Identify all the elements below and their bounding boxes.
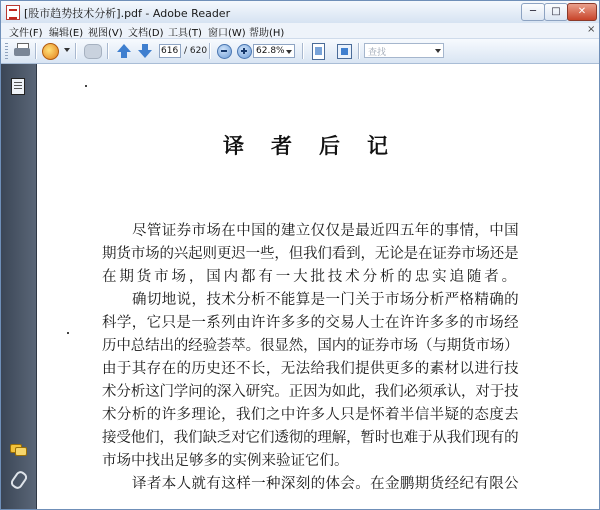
search-dropdown-icon[interactable] (435, 49, 441, 53)
toolbar (1, 39, 599, 64)
toolbar-separator (358, 43, 360, 59)
toolbar-separator (35, 43, 37, 59)
minimize-button[interactable] (521, 3, 545, 21)
scan-speck (85, 85, 87, 87)
menu-document[interactable]: 文档(D) (128, 28, 164, 39)
maximize-icon: □ (551, 6, 561, 17)
menu-file[interactable]: 文件(F) (9, 28, 43, 39)
full-screen-icon[interactable] (335, 42, 353, 60)
arrow-down-icon[interactable] (136, 42, 154, 60)
menu-edit[interactable]: 编辑(E) (49, 28, 84, 39)
zoom-dropdown-icon[interactable] (286, 50, 292, 54)
zoom-out-icon[interactable] (215, 42, 233, 60)
text-line: 历中总结出的经验荟萃。很显然，国内的证券市场（与期货市场） (102, 338, 519, 354)
maximize-button[interactable] (544, 3, 568, 21)
document-viewport[interactable] (37, 64, 599, 509)
navigation-sidebar (1, 64, 37, 509)
text-line: 术分析这门学问的深入研究。正因为如此，我们必须承认，对于技 (102, 384, 519, 400)
share-icon[interactable] (41, 42, 59, 60)
text-line: 接受他们，我们缺乏对它们透彻的理解，暂时也难于从我们现有的 (102, 430, 519, 446)
zoom-value: 62.8% (256, 46, 285, 56)
menu-window[interactable]: 窗口(W) (208, 28, 246, 39)
fit-page-icon[interactable] (309, 42, 327, 60)
page-number-input[interactable] (159, 44, 181, 58)
pdf-app-icon (6, 5, 20, 20)
close-button[interactable] (567, 3, 597, 21)
close-icon: ✕ (577, 6, 587, 17)
menu-bar (1, 23, 599, 39)
page-heading: 译者后记 (223, 133, 415, 158)
pages-icon[interactable] (11, 78, 25, 95)
printer-icon[interactable] (13, 42, 31, 60)
menu-tools[interactable]: 工具(T) (168, 28, 202, 39)
text-line: 科学，它只是一系列由许许多多的交易人士在许许多多的市场经 (102, 315, 519, 331)
text-line: 尽管证券市场在中国的建立仅仅是最近四五年的事情，中国 (132, 223, 519, 239)
text-line: 译者本人就有这样一种深刻的体会。在金鹏期货经纪有限公 (132, 476, 519, 492)
comment-icon (83, 42, 101, 60)
page-total: / 620 (184, 46, 208, 56)
document-close-icon[interactable]: × (587, 24, 596, 35)
menu-help[interactable]: 帮助(H) (249, 28, 285, 39)
share-dropdown-icon[interactable] (64, 48, 70, 52)
toolbar-separator (302, 43, 304, 59)
text-line: 确切地说，技术分析不能算是一门关于市场分析严格精确的 (132, 292, 519, 308)
toolbar-separator (209, 43, 211, 59)
text-line: 市场中找出足够多的实例来验证它们。 (102, 453, 349, 469)
scan-speck (67, 332, 69, 334)
text-line: 术分析的许多理论，我们之中许多人只是怀着半信半疑的态度去 (102, 407, 519, 423)
search-placeholder: 查找 (368, 48, 387, 58)
toolbar-separator (107, 43, 109, 59)
minimize-icon: ─ (529, 6, 537, 17)
text-line: 在期货市场，国内都有一大批技术分析的忠实追随者。 (102, 269, 519, 285)
menu-view[interactable]: 视图(V) (88, 28, 123, 39)
window-title: [股市趋势技术分析].pdf - Adobe Reader (24, 7, 231, 20)
arrow-up-icon[interactable] (115, 42, 133, 60)
toolbar-grip-icon[interactable] (5, 43, 8, 59)
toolbar-separator (75, 43, 77, 59)
text-line: 期货市场的兴起则更迟一些，但我们看到，无论是在证券市场还是 (102, 246, 519, 262)
comments-icon[interactable] (10, 444, 25, 455)
text-line: 由于其存在的历史还不长，无法给我们提供更多的素材以进行技 (102, 361, 519, 377)
search-input[interactable] (364, 43, 444, 58)
zoom-in-icon[interactable] (235, 42, 253, 60)
title-bar (1, 1, 599, 24)
zoom-select[interactable] (253, 44, 295, 58)
